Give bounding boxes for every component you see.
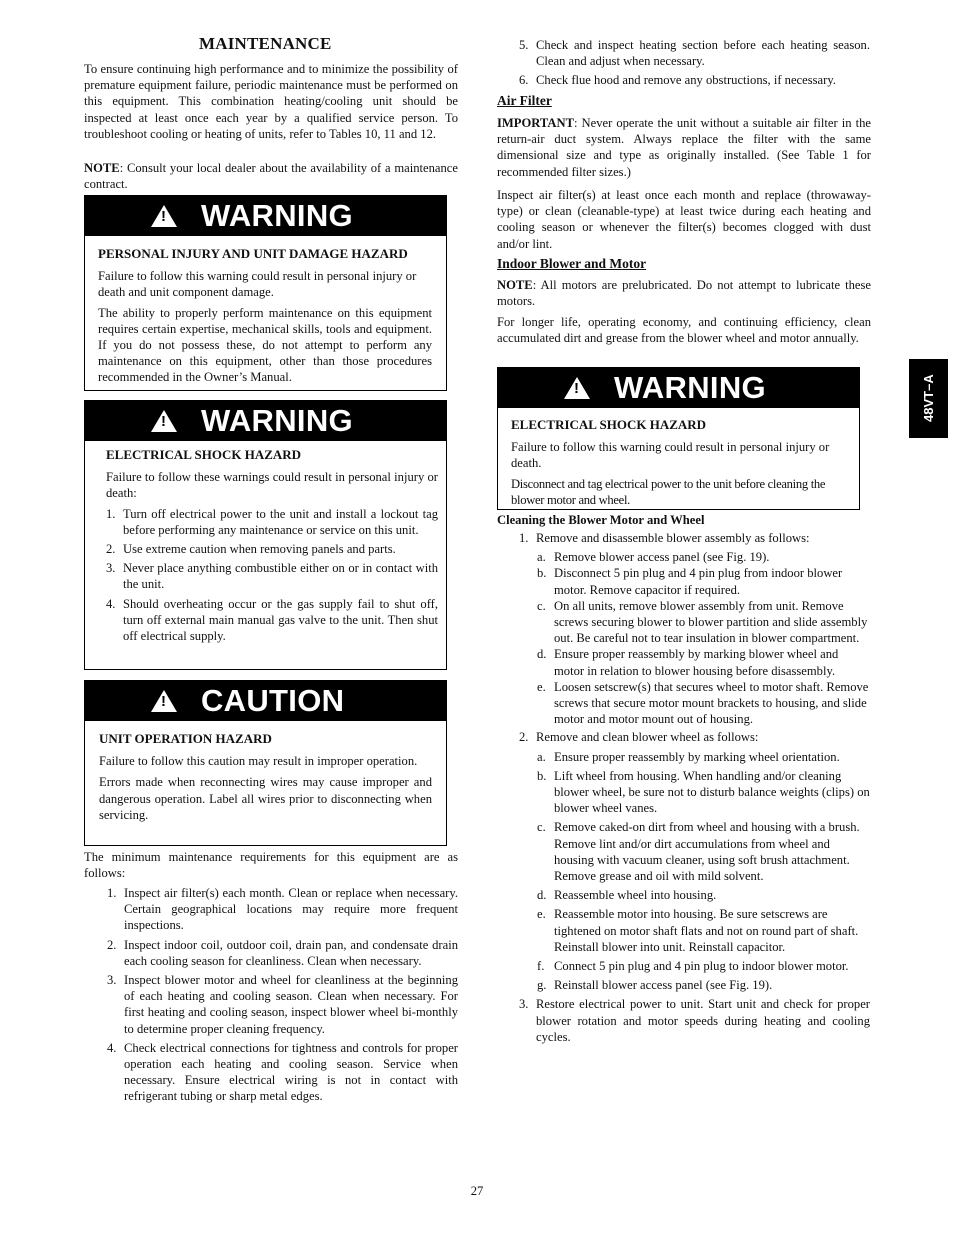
warning-text: The ability to properly perform maintenance on this equipment requires certain expertise, mechanical skills, tools and equipment. If you do not possess these, do not attempt to perform any maintenance on this equipment, other than those procedures recommended in the Owner’s Manual. xyxy=(98,305,432,385)
list-item: 5. Check and inspect heating section before each heating season. Clean and adjust when necessary. xyxy=(519,38,870,69)
indoor-blower-heading: Indoor Blower and Motor xyxy=(497,256,647,271)
page-number: 27 xyxy=(470,1184,484,1198)
sublist xyxy=(537,749,870,994)
warning-title: WARNING xyxy=(201,402,353,438)
list-item: 3. Inspect blower motor and wheel for cleanliness at the beginning of each heating and cooling season. Clean when necessary. For first heating and cooling season, inspect blower wheel bi-monthly to determine proper cleaning frequency. xyxy=(107,973,458,1036)
list-item: e. Loosen setscrew(s) that secures wheel to motor shaft. Remove screws that secure motor mount brackets to housing, and slide motor and motor mount out of housing. xyxy=(537,679,869,727)
indoor-blower-text: For longer life, operating economy, and continuing efficiency, clean accumulated dirt and grease from the blower wheel and motor annually. xyxy=(497,315,871,346)
warning-header xyxy=(498,368,859,408)
maintenance-intro: To ensure continuing high performance and to minimize the possibility of premature equipment failure, periodic maintenance must be performed on this equipment. This combination heating/cooling unit should be inspected at least once each year by a qualified service person. To troubleshoot cooling or heating of units, refer to Tables 10, 11 and 12. xyxy=(84,62,458,141)
list-item: 2. Remove and clean blower wheel as follows: a. Ensure proper reassembly by marking wheel orientation. b. Lift wheel from housing. When handling and/or cleaning blower wheel, be sure not to disturb balance weights (clips) on blower wheel vanes. c. Remove caked-on dirt from wheel and housing with a brush. Remove lint and/or dirt accumulations from wheel and housing with vacuum cleaner, using soft brush attachment. Remove grease and oil with mild solvent. d. Reassemble wheel into housing. e. Reassemble motor into housing. Be sure setscrews are tightened on motor shaft flats and not on round part of shaft. Reinstall blower into unit. Reinstall capacitor. f. Connect 5 pin plug and 4 pin plug to indoor blower motor. g. Reinstall blower access panel (see Fig. 19). xyxy=(519,730,870,993)
warning-text: Failure to follow these warnings could result in personal injury or death: xyxy=(106,470,438,501)
requirements-list-continued xyxy=(519,37,870,89)
section-heading-maintenance: MAINTENANCE xyxy=(199,34,332,53)
indoor-blower-note: NOTE: All motors are prelubricated. Do not attempt to lubricate these motors. xyxy=(497,278,871,309)
hazard-title: PERSONAL INJURY AND UNIT DAMAGE HAZARD xyxy=(98,246,408,261)
warning-title: WARNING xyxy=(614,369,766,405)
list-item: 3. Restore electrical power to unit. Start unit and check for proper blower rotation and motor speeds during heating and cooling cycles. xyxy=(519,997,870,1044)
list-item: a. Ensure proper reassembly by marking wheel orientation. xyxy=(537,749,840,764)
important-label: IMPORTANT xyxy=(497,116,574,130)
hazard-title: ELECTRICAL SHOCK HAZARD xyxy=(106,447,302,462)
list-item: 3. Never place anything combustible either on or in contact with the unit. xyxy=(106,561,438,592)
list-item: g. Reinstall blower access panel (see Fig. 19). xyxy=(537,978,773,993)
caution-text: Failure to follow this caution may result in improper operation. xyxy=(99,754,418,769)
list-item: c. Remove caked-on dirt from wheel and housing with a brush. Remove lint and/or dirt accumulations from wheel and housing with vacuum cleaner, using soft brush attachment. Remove grease and oil with mild solvent. xyxy=(537,820,860,884)
min-requirements-intro: The minimum maintenance requirements for this equipment are as follows: xyxy=(84,850,458,881)
caution-text: Errors made when reconnecting wires may cause improper and dangerous operation. Label all wires prior to disconnecting when servicing. xyxy=(99,775,432,822)
list-item: 2. Use extreme caution when removing panels and parts. xyxy=(106,542,396,557)
side-tab-model xyxy=(909,359,948,438)
hazard-title: UNIT OPERATION HAZARD xyxy=(99,731,272,746)
warning-text: Failure to follow this warning could result in personal injury or death and unit component damage. xyxy=(98,269,417,300)
list-item: b. Disconnect 5 pin plug and 4 pin plug from indoor blower motor. Remove capacitor if required. xyxy=(537,566,843,597)
list-item: f. Connect 5 pin plug and 4 pin plug to indoor blower motor. xyxy=(537,959,849,974)
list-item: 4. Should overheating occur or the gas supply fail to shut off, turn off external main manual gas valve to the unit. Then shut off electrical supply. xyxy=(106,596,438,644)
air-filter-heading: Air Filter xyxy=(497,93,552,108)
note-label: NOTE xyxy=(497,278,533,292)
list-item: b. Lift wheel from housing. When handling and/or cleaning blower wheel, be sure not to disturb balance weights (clips) on blower wheel vanes. xyxy=(537,768,870,816)
warning-text: Disconnect and tag electrical power to the unit before cleaning the blower motor and wheel. xyxy=(511,476,826,507)
warning-triangle-icon: ! xyxy=(151,205,177,227)
warning-header xyxy=(85,401,446,441)
list-item: 6. Check flue hood and remove any obstructions, if necessary. xyxy=(519,73,836,88)
list-item: a. Remove blower access panel (see Fig. 19). xyxy=(537,550,770,565)
list-item: 1. Inspect air filter(s) each month. Clean or replace when necessary. Certain geographical locations may require more frequent inspections. xyxy=(107,886,458,933)
cleaning-steps xyxy=(519,530,870,1045)
list-item: 2. Inspect indoor coil, outdoor coil, drain pan, and condensate drain each cooling season for cleanliness. Clean when necessary. xyxy=(107,937,458,968)
warning-list xyxy=(106,506,438,645)
hazard-title: ELECTRICAL SHOCK HAZARD xyxy=(511,417,707,432)
caution-header xyxy=(85,681,446,721)
warning-triangle-icon: ! xyxy=(564,377,590,399)
cleaning-step-list xyxy=(519,530,870,1045)
air-filter-text: Inspect air filter(s) at least once each month and replace (throwaway-type) or clean (cleanable-type) at least twice during each heating and cooling season or whenever the filter(s) becomes clogged with dust and/or lint. xyxy=(497,188,871,251)
list-item: d. Ensure proper reassembly by marking blower wheel and motor in relation to blower housing before disassembly. xyxy=(537,647,839,678)
side-tab-label: 48VT–A xyxy=(920,374,936,423)
list-item: 1. Turn off electrical power to the unit and install a lockout tag before performing any maintenance or service on this unit. xyxy=(106,506,438,537)
warning-text: Failure to follow this warning could result in personal injury or death. xyxy=(511,440,830,471)
list-item: c. On all units, remove blower assembly from unit. Remove screws securing blower to blower partition and slide assembly out. Be careful not to tear insulation in blower compartment. xyxy=(537,598,868,646)
caution-box-unit-operation xyxy=(84,680,447,846)
warning-box-electrical-shock xyxy=(84,400,447,670)
list-item: d. Reassemble wheel into housing. xyxy=(537,888,717,903)
note-text: : Consult your local dealer about the availability of a maintenance contract. xyxy=(84,161,458,192)
maintenance-note xyxy=(84,160,458,192)
warning-title: WARNING xyxy=(201,197,353,233)
warning-triangle-icon: ! xyxy=(151,410,177,432)
caution-triangle-icon: ! xyxy=(151,690,177,712)
list-item: e. Reassemble motor into housing. Be sure setscrews are tightened on motor shaft flats and not on round part of shaft. Reinstall blower into unit. Reinstall capacitor. xyxy=(537,907,859,954)
air-filter-important: IMPORTANT: Never operate the unit without a suitable air filter in the return-air duct system. Always replace the filter with the same dimensional size and type as originally installed. (See Table 1 for recommended filter sizes.) xyxy=(497,116,871,179)
list-item: 1. Remove and disassemble blower assembly as follows: a. Remove blower access panel (see Fig. 19). b. Disconnect 5 pin plug and 4 pin plug from indoor blower motor. Remove capacitor if required. c. On all units, remove blower assembly from unit. Remove screws securing blower to blower partition and slide assembly out. Be careful not to tear insulation in blower compartment. d. Ensure proper reassembly by marking blower wheel and motor in relation to blower housing before disassembly. e. Loosen setscrew(s) that secures wheel to motor shaft. Remove screws that secure motor mount brackets to housing, and slide motor and motor mount out of housing. xyxy=(519,531,869,727)
min-requirements-list xyxy=(107,885,458,1105)
sublist xyxy=(537,549,870,727)
warning-header xyxy=(85,196,446,236)
cleaning-heading: Cleaning the Blower Motor and Wheel xyxy=(497,513,705,527)
caution-title: CAUTION xyxy=(201,682,345,718)
warning-box-personal-injury xyxy=(84,195,447,391)
note-label: NOTE xyxy=(84,161,120,175)
warning-box-electrical-shock-blower xyxy=(497,367,860,510)
list-item: 4. Check electrical connections for tightness and controls for proper operation each heating and cooling season. Service when necessary. Ensure electrical wiring is not in contact with refrigerant tubing or sharp metal edges. xyxy=(107,1040,458,1104)
